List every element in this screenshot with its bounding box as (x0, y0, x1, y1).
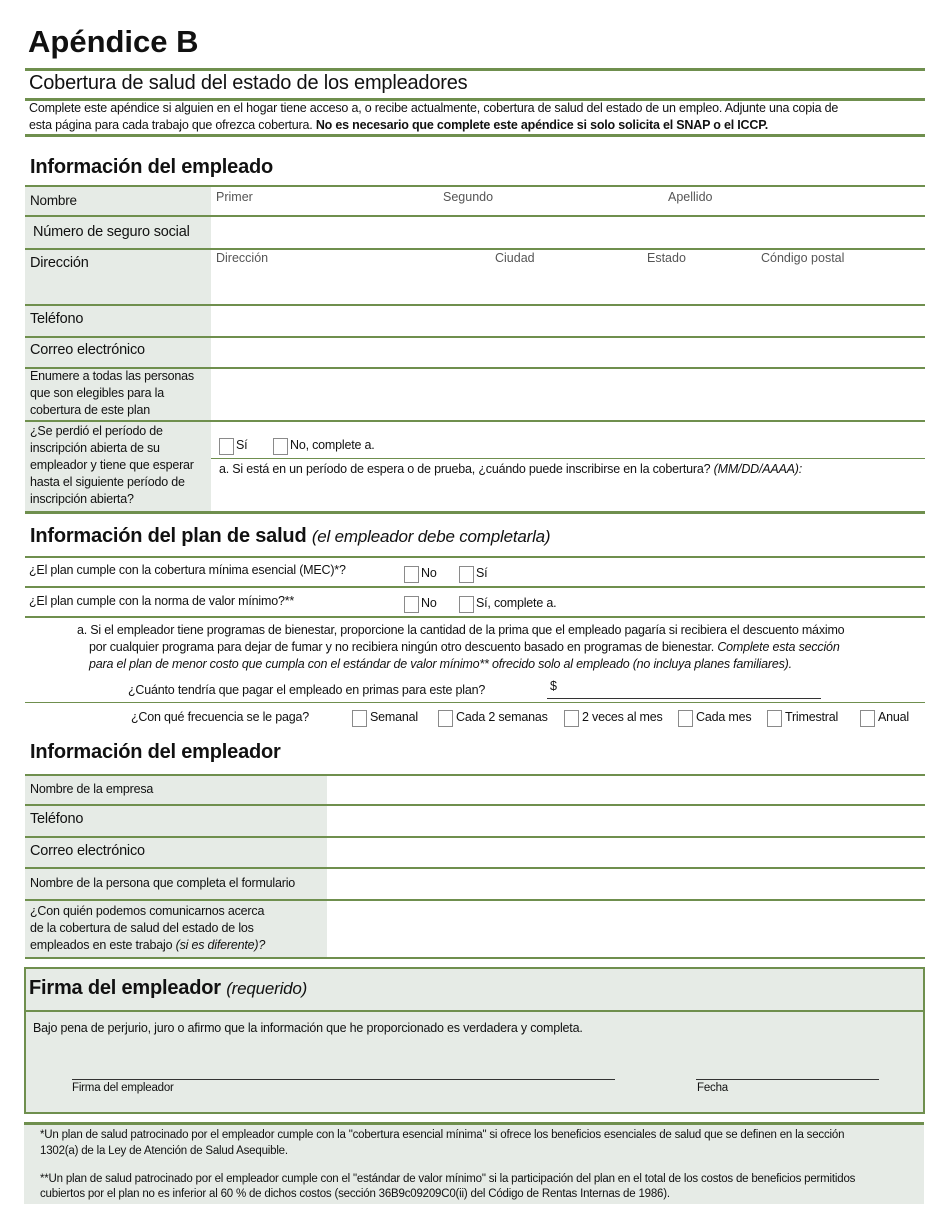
label-line: ¿Se perdió el período de (30, 424, 163, 438)
mec-question: ¿El plan cumple con la cobertura mínima esencial (MEC)*? (29, 563, 346, 577)
label-line: que son elegibles para la (30, 386, 164, 400)
freq-weekly-label: Semanal (370, 710, 418, 724)
divider (25, 68, 925, 71)
premium-question: ¿Cuánto tendría que pagar el empleado en primas para este plan? (128, 683, 486, 697)
divider (26, 1010, 923, 1012)
signature-heading (29, 977, 307, 1000)
heading-text: Firma del empleador (29, 977, 221, 999)
freq-semimonthly-checkbox[interactable] (564, 710, 579, 727)
missed-no-label: No, complete a. (290, 438, 375, 452)
label-line: hasta el siguiente período de (30, 475, 185, 489)
footnote-1-line-1: *Un plan de salud patrocinado por el empleador cumple con la "cobertura esencial mínima" si ofrece los beneficios esenciales de salud que se definen en la sección (40, 1129, 845, 1141)
wellness-line-1: a. Si el empleador tiene programas de bienestar, proporcione la cantidad de la prima que el empleado pagaría si recibiera el descuento máximo (77, 623, 845, 637)
label-line: inscripción abierta? (30, 492, 134, 506)
freq-quarterly-checkbox[interactable] (767, 710, 782, 727)
employer-phone-field[interactable] (328, 807, 924, 836)
mec-yes-checkbox[interactable] (459, 566, 474, 583)
label-line: empleador y tiene que esperar (30, 458, 194, 472)
freq-annual-label: Anual (878, 710, 909, 724)
freq-weekly-checkbox[interactable] (352, 710, 367, 727)
label-line: de la cobertura de salud del estado de los (30, 921, 254, 935)
premium-amount-field[interactable] (547, 698, 821, 699)
freq-quarterly-label: Trimestral (785, 710, 839, 724)
intro-line-1: Complete este apéndice si alguien en el hogar tiene acceso a, o recibe actualmente, cobertura de salud del estado de un empleo. Adjunte una copia de (29, 101, 839, 115)
mv-question: ¿El plan cumple con la norma de valor mínimo?** (29, 594, 295, 608)
label-line (30, 937, 265, 954)
email-field[interactable] (212, 339, 924, 367)
label-line: ¿Con quién podemos comunicarnos acerca (30, 904, 265, 918)
mec-no-label: No (421, 566, 437, 580)
employer-email-field[interactable] (328, 839, 924, 867)
missed-yes-checkbox[interactable] (219, 438, 234, 455)
filler-name-field[interactable] (328, 870, 924, 899)
state-field[interactable]: Estado (647, 251, 686, 265)
heading-note: (el empleador debe completarla) (311, 527, 551, 546)
intro-line-2 (29, 117, 768, 134)
middle-name-field[interactable]: Segundo (443, 190, 494, 204)
text: por cualquier programa para dejar de fumar y no recibiera ningún otro descuento basado en programas de bienestar. (89, 640, 715, 654)
ssn-label: Número de seguro social (33, 224, 190, 240)
page-title: Apéndice B (28, 24, 199, 59)
zip-field[interactable]: Cóndigo postal (761, 251, 845, 265)
mv-no-checkbox[interactable] (404, 596, 419, 613)
missed-a-question (219, 461, 802, 478)
address-label: Dirección (30, 255, 89, 271)
missed-no-checkbox[interactable] (273, 438, 288, 455)
employer-heading: Información del empleador (30, 741, 281, 763)
name-label: Nombre (30, 193, 77, 208)
divider (25, 134, 925, 137)
street-field[interactable]: Dirección (216, 251, 269, 265)
wellness-line-3 (89, 656, 792, 673)
question-text: a. Si está en un período de espera o de prueba, ¿cuándo puede inscribirse en la cobertura? (219, 462, 711, 476)
contact-field[interactable] (328, 902, 924, 957)
heading-note: (requerido) (226, 979, 308, 998)
frequency-question: ¿Con qué frecuencia se le paga? (131, 710, 309, 724)
intro-bold: No es necesario que complete este apéndice si solo solicita el SNAP o el ICCP. (315, 118, 768, 132)
signature-label: Firma del empleador (72, 1082, 174, 1094)
email-label: Correo electrónico (30, 342, 145, 358)
employer-phone-label: Teléfono (30, 811, 84, 827)
footnote-1-line-2: 1302(a) de la Ley de Atención de Salud Asequible. (40, 1145, 288, 1157)
freq-biweekly-label: Cada 2 semanas (456, 710, 548, 724)
mv-yes-checkbox[interactable] (459, 596, 474, 613)
missed-enrollment-label (30, 423, 194, 508)
contact-label (30, 903, 265, 954)
freq-biweekly-checkbox[interactable] (438, 710, 453, 727)
perjury-statement: Bajo pena de perjurio, juro o afirmo que la información que he proporcionado es verdadera y completa. (33, 1021, 583, 1035)
italic-text: Complete esta sección (717, 640, 840, 654)
heading-text: Información del plan de salud (30, 525, 307, 547)
filler-label: Nombre de la persona que completa el formulario (30, 876, 296, 890)
employer-email-label: Correo electrónico (30, 843, 145, 859)
label-line: cobertura de este plan (30, 403, 150, 417)
currency-symbol: $ (550, 679, 557, 693)
ssn-field[interactable] (212, 218, 924, 247)
employee-heading: Información del empleado (30, 156, 274, 178)
text: empleados en este trabajo (30, 938, 173, 952)
wellness-line-2 (89, 639, 840, 656)
last-name-field[interactable]: Apellido (668, 190, 713, 204)
italic-text: para el plan de menor costo que cumpla con el estándar de valor mínimo** ofrecido solo al empleado (no incluya planes familiares). (89, 657, 792, 671)
mv-yes-label: Sí, complete a. (476, 596, 557, 610)
label-line: inscripción abierta de su (30, 441, 160, 455)
company-label: Nombre de la empresa (30, 782, 154, 796)
footnote-2-line-2: cubiertos por el plan no es inferior al 60 % de dichos costos (sección 36B9c09209C0(ii) del Código de Rentas Internas de 1986). (40, 1188, 670, 1200)
footnote-2-line-1: **Un plan de salud patrocinado por el empleador cumple con el "estándar de valor mínimo" si la participación del plan en el total de los costos de beneficios permitidos (40, 1173, 856, 1185)
city-field[interactable]: Ciudad (495, 251, 535, 265)
mv-no-label: No (421, 596, 437, 610)
intro-text: esta página para cada trabajo que ofrezca cobertura. (29, 118, 313, 132)
date-format: (MM/DD/AAAA): (713, 462, 803, 476)
page-subtitle: Cobertura de salud del estado de los empleadores (29, 72, 468, 94)
mec-yes-label: Sí (476, 566, 488, 580)
label-line: Enumere a todas las personas (30, 369, 194, 383)
freq-annual-checkbox[interactable] (860, 710, 875, 727)
date-label: Fecha (697, 1082, 728, 1094)
company-field[interactable] (328, 777, 924, 804)
eligible-label (30, 368, 194, 419)
freq-semimonthly-label: 2 veces al mes (582, 710, 663, 724)
freq-monthly-label: Cada mes (696, 710, 752, 724)
mec-no-checkbox[interactable] (404, 566, 419, 583)
phone-label: Teléfono (30, 311, 84, 327)
plan-heading (30, 525, 550, 548)
signature-box (24, 967, 925, 1114)
footnotes (24, 1122, 924, 1204)
missed-yes-label: Sí (236, 438, 248, 452)
first-name-field[interactable]: Primer (216, 190, 253, 204)
freq-monthly-checkbox[interactable] (678, 710, 693, 727)
phone-field[interactable] (212, 307, 924, 336)
eligible-people-field[interactable] (212, 370, 924, 420)
italic-text: (si es diferente)? (175, 938, 266, 952)
